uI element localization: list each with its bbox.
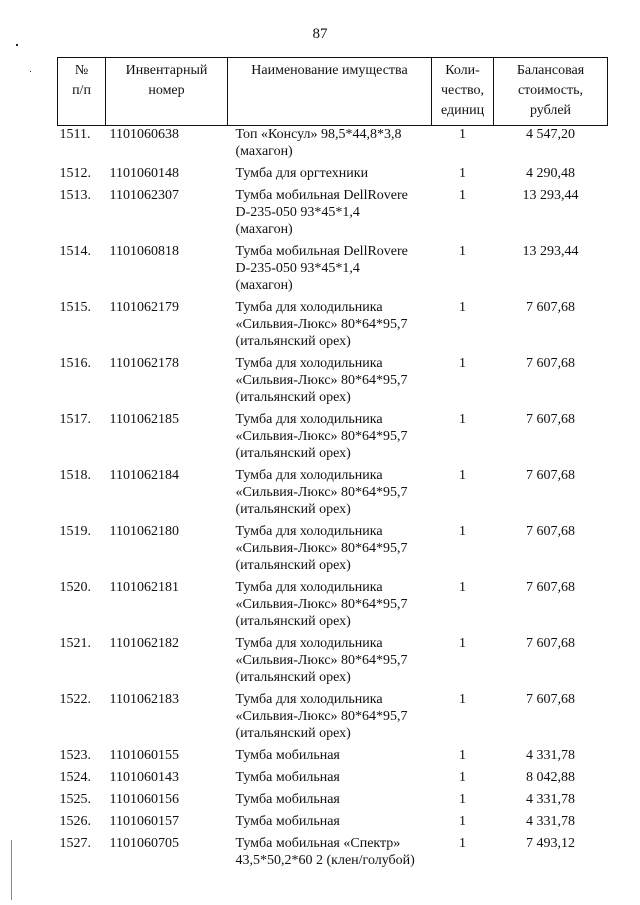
header-line: Коли- [445, 63, 480, 78]
item-name-line: Тумба для холодильника [235, 692, 383, 707]
table-row [58, 579, 608, 635]
quantity: 1 [459, 792, 466, 807]
item-name-line: «Сильвия-Люкс» 80*64*95,7 [235, 485, 408, 500]
inventory-number: 1101060157 [109, 814, 179, 829]
item-name-line: Тумба мобильная [235, 792, 340, 807]
header-inventory [106, 58, 228, 126]
item-name [228, 791, 432, 813]
balance-cost: 7 607,68 [526, 580, 575, 595]
item-name [228, 299, 432, 355]
page-number: 87 [312, 26, 328, 42]
scan-edge-line [11, 840, 12, 900]
balance-cost: 7 493,12 [526, 836, 575, 851]
row-number: 1522. [59, 692, 91, 707]
table-row [58, 411, 608, 467]
header-line: Балансовая [516, 63, 585, 78]
quantity: 1 [459, 636, 466, 651]
balance-cost: 7 607,68 [526, 356, 575, 371]
quantity: 1 [459, 836, 466, 851]
quantity: 1 [459, 468, 466, 483]
inventory-number: 1101060818 [109, 244, 179, 259]
item-name [228, 835, 432, 874]
item-name-line: Тумба для холодильника [235, 412, 383, 427]
item-name-line: Тумба для холодильника [235, 300, 383, 315]
item-name [228, 579, 432, 635]
balance-cost: 4 331,78 [526, 792, 575, 807]
header-line: стоимость, [517, 83, 584, 98]
table-row [58, 299, 608, 355]
item-name-line: «Сильвия-Люкс» 80*64*95,7 [235, 541, 408, 556]
inventory-number: 1101062181 [109, 580, 179, 595]
header-name [228, 58, 432, 126]
balance-cost: 7 607,68 [526, 524, 575, 539]
inventory-number: 1101062179 [109, 300, 179, 315]
table-row [58, 355, 608, 411]
inventory-number: 1101060148 [109, 166, 179, 181]
item-name-line: Тумба для холодильника [235, 468, 383, 483]
item-name [228, 467, 432, 523]
item-name [228, 243, 432, 299]
header-line: Наименование имущества [251, 63, 408, 78]
table-row [58, 187, 608, 243]
item-name [228, 187, 432, 243]
balance-cost: 8 042,88 [526, 770, 575, 785]
inventory-number: 1101060156 [109, 792, 179, 807]
row-number: 1517. [59, 412, 91, 427]
item-name [228, 355, 432, 411]
row-number: 1515. [59, 300, 91, 315]
balance-cost: 4 331,78 [526, 748, 575, 763]
balance-cost: 4 331,78 [526, 814, 575, 829]
balance-cost: 4 547,20 [526, 127, 575, 142]
table-header [58, 58, 608, 126]
inventory-number: 1101062183 [109, 692, 179, 707]
row-number: 1521. [59, 636, 91, 651]
table-row [58, 835, 608, 874]
row-number: 1526. [59, 814, 91, 829]
quantity: 1 [459, 524, 466, 539]
inventory-number: 1101060705 [109, 836, 179, 851]
header-line: п/п [72, 83, 91, 98]
row-number: 1525. [59, 792, 91, 807]
item-name-line: D-235-050 93*45*1,4 [235, 261, 360, 276]
item-name-line: (махагон) [235, 222, 293, 237]
item-name-line: 43,5*50,2*60 2 (клен/голубой) [235, 853, 415, 868]
inventory-number: 1101062178 [109, 356, 179, 371]
item-name-line: (итальянский орех) [235, 390, 351, 405]
quantity: 1 [459, 300, 466, 315]
quantity: 1 [459, 356, 466, 371]
quantity: 1 [459, 748, 466, 763]
inventory-number: 1101062180 [109, 524, 179, 539]
item-name-line: «Сильвия-Люкс» 80*64*95,7 [235, 709, 408, 724]
header-line: рублей [529, 103, 572, 118]
item-name-line: Тумба мобильная «Спектр» [235, 836, 401, 851]
item-name-line: «Сильвия-Люкс» 80*64*95,7 [235, 429, 408, 444]
item-name [228, 411, 432, 467]
table-row [58, 523, 608, 579]
table-row [58, 635, 608, 691]
balance-cost: 13 293,44 [522, 244, 579, 259]
quantity: 1 [459, 244, 466, 259]
row-number: 1519. [59, 524, 91, 539]
item-name-line: Тумба для оргтехники [235, 166, 369, 181]
balance-cost: 4 290,48 [526, 166, 575, 181]
row-number: 1518. [59, 468, 91, 483]
balance-cost: 7 607,68 [526, 636, 575, 651]
header-cost [494, 58, 608, 126]
item-name-line: Тумба для холодильника [235, 580, 383, 595]
item-name [228, 769, 432, 791]
item-name-line: «Сильвия-Люкс» 80*64*95,7 [235, 317, 408, 332]
inventory-number: 1101060155 [109, 748, 179, 763]
item-name-line: «Сильвия-Люкс» 80*64*95,7 [235, 653, 408, 668]
balance-cost: 7 607,68 [526, 468, 575, 483]
item-name-line: Тумба мобильная DellRovere [235, 244, 408, 259]
item-name [228, 523, 432, 579]
inventory-number: 1101062182 [109, 636, 179, 651]
item-name-line: «Сильвия-Люкс» 80*64*95,7 [235, 597, 408, 612]
table-row [58, 791, 608, 813]
item-name-line: (итальянский орех) [235, 502, 351, 517]
item-name-line: «Сильвия-Люкс» 80*64*95,7 [235, 373, 408, 388]
item-name-line: (итальянский орех) [235, 446, 351, 461]
row-number: 1527. [59, 836, 91, 851]
row-number: 1514. [59, 244, 91, 259]
table-row [58, 243, 608, 299]
item-name-line: (махагон) [235, 278, 293, 293]
inventory-table [57, 57, 608, 874]
scan-speck [16, 44, 18, 46]
header-line: № [74, 63, 89, 78]
table-row [58, 165, 608, 187]
item-name [228, 813, 432, 835]
row-number: 1520. [59, 580, 91, 595]
item-name [228, 126, 432, 166]
quantity: 1 [459, 692, 466, 707]
item-name-line: Тумба мобильная [235, 814, 340, 829]
row-number: 1516. [59, 356, 91, 371]
row-number: 1511. [59, 127, 91, 142]
balance-cost: 13 293,44 [522, 188, 579, 203]
scan-speck [30, 71, 31, 72]
item-name-line: D-235-050 93*45*1,4 [235, 205, 360, 220]
item-name-line: Топ «Консул» 98,5*44,8*3,8 [235, 127, 402, 142]
row-number: 1524. [59, 770, 91, 785]
item-name-line: Тумба мобильная [235, 748, 340, 763]
item-name-line: (итальянский орех) [235, 726, 351, 741]
balance-cost: 7 607,68 [526, 692, 575, 707]
header-num [58, 58, 106, 126]
item-name [228, 165, 432, 187]
header-line: единиц [440, 103, 485, 118]
header-line: чество, [441, 83, 484, 98]
row-number: 1523. [59, 748, 91, 763]
item-name-line: Тумба для холодильника [235, 524, 383, 539]
table-row [58, 467, 608, 523]
table-row [58, 813, 608, 835]
balance-cost: 7 607,68 [526, 300, 575, 315]
table-row [58, 747, 608, 769]
quantity: 1 [459, 412, 466, 427]
row-number: 1513. [59, 188, 91, 203]
item-name-line: (махагон) [235, 144, 293, 159]
item-name-line: Тумба мобильная DellRovere [235, 188, 408, 203]
item-name-line: (итальянский орех) [235, 614, 351, 629]
inventory-number: 1101060638 [109, 127, 179, 142]
table-row [58, 691, 608, 747]
quantity: 1 [459, 770, 466, 785]
item-name-line: Тумба для холодильника [235, 356, 383, 371]
header-line: Инвентарный [125, 63, 208, 78]
quantity: 1 [459, 166, 466, 181]
item-name [228, 747, 432, 769]
item-name-line: (итальянский орех) [235, 558, 351, 573]
item-name [228, 635, 432, 691]
inventory-number: 1101062184 [109, 468, 179, 483]
item-name-line: Тумба для холодильника [235, 636, 383, 651]
item-name-line: (итальянский орех) [235, 334, 351, 349]
item-name-line: (итальянский орех) [235, 670, 351, 685]
quantity: 1 [459, 188, 466, 203]
header-qty [432, 58, 494, 126]
quantity: 1 [459, 127, 466, 142]
table-body [58, 126, 608, 875]
header-line: номер [148, 83, 185, 98]
table-row [58, 769, 608, 791]
inventory-number: 1101060143 [109, 770, 179, 785]
row-number: 1512. [59, 166, 91, 181]
inventory-number: 1101062307 [109, 188, 179, 203]
inventory-number: 1101062185 [109, 412, 179, 427]
balance-cost: 7 607,68 [526, 412, 575, 427]
quantity: 1 [459, 580, 466, 595]
table-row [58, 126, 608, 166]
item-name [228, 691, 432, 747]
quantity: 1 [459, 814, 466, 829]
item-name-line: Тумба мобильная [235, 770, 340, 785]
